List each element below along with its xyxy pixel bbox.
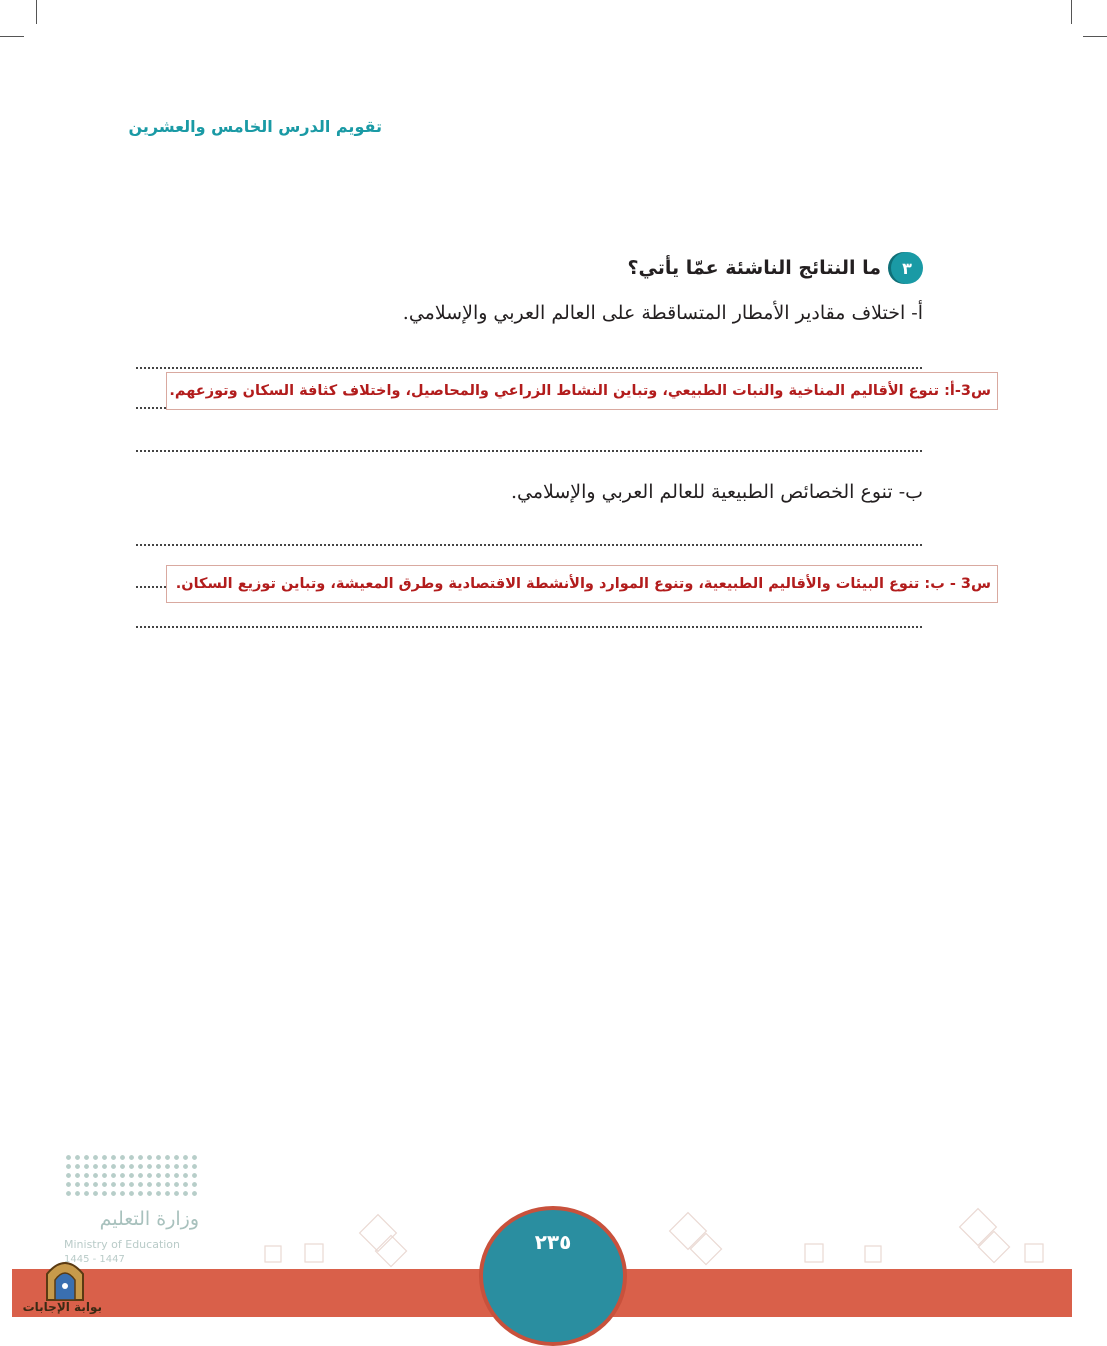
question-text: ما النتائج الناشئة عمّا يأتي؟ bbox=[627, 257, 881, 279]
answer-line-b1 bbox=[136, 544, 922, 546]
ministry-logo-dots bbox=[64, 1153, 200, 1199]
ministry-name-arabic: وزارة التعليم bbox=[99, 1208, 199, 1230]
question-3 bbox=[423, 252, 923, 284]
answer-box-a: س3-أ: تنوع الأقاليم المناخية والنبات الطبيعي، وتباين النشاط الزراعي والمحاصيل، واختلاف كثافة السكان وتوزعهم. bbox=[166, 372, 998, 410]
footer-pattern bbox=[205, 1200, 1071, 1270]
question-number-badge: ٣ bbox=[891, 252, 923, 284]
page-number: ٢٣٥ bbox=[534, 1230, 572, 1254]
crop-mark-top-left bbox=[36, 0, 37, 24]
page-number-tab bbox=[479, 1206, 627, 1346]
answers-portal-icon[interactable] bbox=[43, 1256, 87, 1302]
edition-year: 1445 - 1447 bbox=[64, 1254, 125, 1265]
question-part-b: ب- تنوع الخصائص الطبيعية للعالم العربي والإسلامي. bbox=[511, 481, 923, 503]
answer-line-a1 bbox=[136, 367, 922, 369]
crop-mark-top-right bbox=[1071, 0, 1072, 24]
answers-portal-label[interactable]: بوابة الإجابات bbox=[22, 1300, 102, 1314]
ministry-name-english: Ministry of Education bbox=[64, 1238, 181, 1251]
crop-mark-top-left-h bbox=[0, 36, 24, 37]
answer-line-b3 bbox=[136, 626, 922, 628]
question-part-a: أ- اختلاف مقادير الأمطار المتساقطة على العالم العربي والإسلامي. bbox=[402, 302, 923, 324]
answer-line-a3 bbox=[136, 450, 922, 452]
answer-box-b: س3 - ب: تنوع البيئات والأقاليم الطبيعية، وتنوع الموارد والأنشطة الاقتصادية وطرق المعيشة، وتباين توزيع السكان. bbox=[166, 565, 998, 603]
crop-mark-top-right-h bbox=[1083, 36, 1107, 37]
lesson-review-title: تقويم الدرس الخامس والعشرين bbox=[128, 117, 382, 136]
